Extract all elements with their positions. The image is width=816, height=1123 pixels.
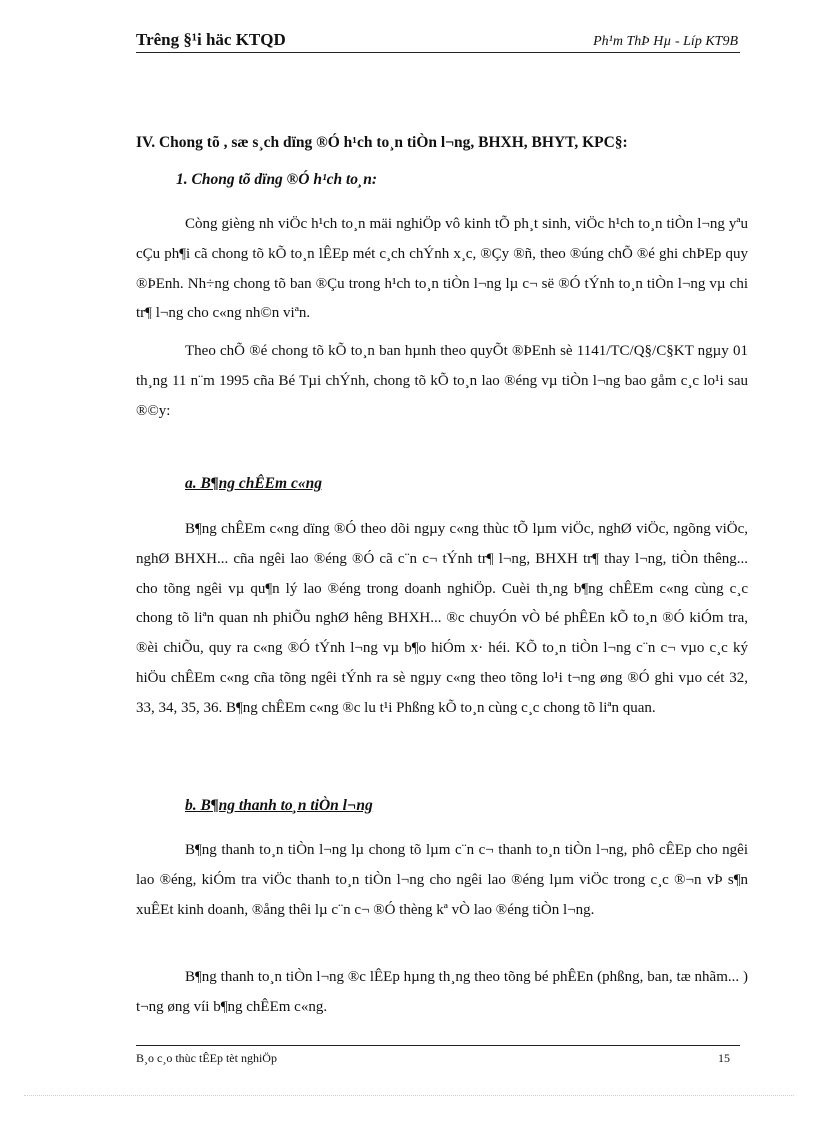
page-edge-divider [24,1095,794,1096]
header-author: Ph¹m ThÞ Hµ - Líp KT9B [593,34,738,49]
heading-timesheet: a. B¶ng chÊEm c«ng [185,475,322,492]
paragraph-regulation: Theo chÕ ®é chong tõ kÕ to¸n ban hµnh theo quyÕt ®ÞEnh sè 1141/TC/Q§/C§KT ngµy 01 th¸ng 11 n¨m 1995 cña Bé Tµi chÝnh, chong tõ kÕ to¸n lao ®éng vµ tiÒn l¬ng bao gåm c¸c lo¹i sau ®©y: [136,343,748,419]
paragraph-timesheet: B¶ng chÊEm c«ng dïng ®Ó theo dõi ngµy c«ng thùc tÕ lµm viÖc, nghØ viÖc, ngõng viÖc, nghØ BHXH... cña ngêi lao ®éng ®Ó cã c¨n c¬ tÝnh tr¶ l¬ng, BHXH tr¶ thay l¬ng, tiÒn thêng... cho tõng ngêi vµ qu¶n lý lao ®éng trong doanh nghiÖp. Cuèi th¸ng b¶ng chÊEm c«ng cùng c¸c chong tõ liªn quan nh phiÕu nghØ hêng BHXH... ®c chuyÓn vÒ bé phÊEn kÕ to¸n ®Ó kiÓm tra, ®èi chiÕu, quy ra c«ng ®Ó tÝnh l¬ng vµ b¶o hiÓm x· héi. KÕ to¸n tiÒn l¬ng c¨n c¬ vµo c¸c ký hiÖu chÊEm c«ng cña tõng ngêi tÝnh ra sè ngµy c«ng theo tõng lo¹i t¬ng øng ®Ó ghi vµo cét 32, 33, 34, 35, 36. B¶ng chÊEm c«ng ®c lu t¹i Phßng kÕ to¸n cùng c¸c chong tõ liªn quan. [136,521,748,716]
subsection-title: 1. Chong tõ dïng ®Ó h¹ch to¸n: [176,171,377,188]
page-number: 15 [718,1051,730,1065]
heading-payroll: b. B¶ng thanh to¸n tiÒn l¬ng [185,797,373,814]
page-header [136,30,740,53]
section-title: IV. Chong tõ , sæ s¸ch dïng ®Ó h¹ch to¸n tiÒn l¬ng, BHXH, BHYT, KPC§: [136,134,628,151]
footer-report-title: B¸o c¸o thùc tÊEp tèt nghiÖp [136,1051,277,1065]
page-footer [136,1045,740,1070]
paragraph-payroll: B¶ng thanh to¸n tiÒn l¬ng lµ chong tõ lµm c¨n c¬ thanh to¸n tiÒn l¬ng, phô cÊEp cho ngêi lao ®éng, kiÓm tra viÖc thanh to¸n tiÒn l¬ng cho ngêi lao ®éng lµm viÖc trong c¸c ®¬n vÞ s¶n xuÊEt kinh doanh, ®ång thêi lµ c¨n c¬ ®Ó thèng kª vÒ lao ®éng tiÒn l¬ng. [136,842,748,918]
paragraph-intro: Còng gièng nh viÖc h¹ch to¸n mäi nghiÖp vô kinh tÕ ph¸t sinh, viÖc h¹ch to¸n tiÒn l¬ng yªu cÇu ph¶i cã chong tõ kÕ to¸n lÊEp mét c¸ch chÝnh x¸c, ®Çy ®ñ, theo ®úng chÕ ®é ghi chÞEp quy ®ÞEnh. Nh÷ng chong tõ ban ®Çu trong h¹ch to¸n tiÒn l¬ng lµ c¬ së ®Ó tÝnh to¸n tiÒn l¬ng vµ chi tr¶ l¬ng cho c«ng nh©n viªn. [136,216,748,322]
header-school: Trêng §¹i häc KTQD [136,30,286,49]
paragraph-payroll-monthly: B¶ng thanh to¸n tiÒn l¬ng ®c lÊEp hµng th¸ng theo tõng bé phÊEn (phßng, ban, tæ nhãm... ) t¬ng øng víi b¶ng chÊEm c«ng. [136,969,748,1015]
